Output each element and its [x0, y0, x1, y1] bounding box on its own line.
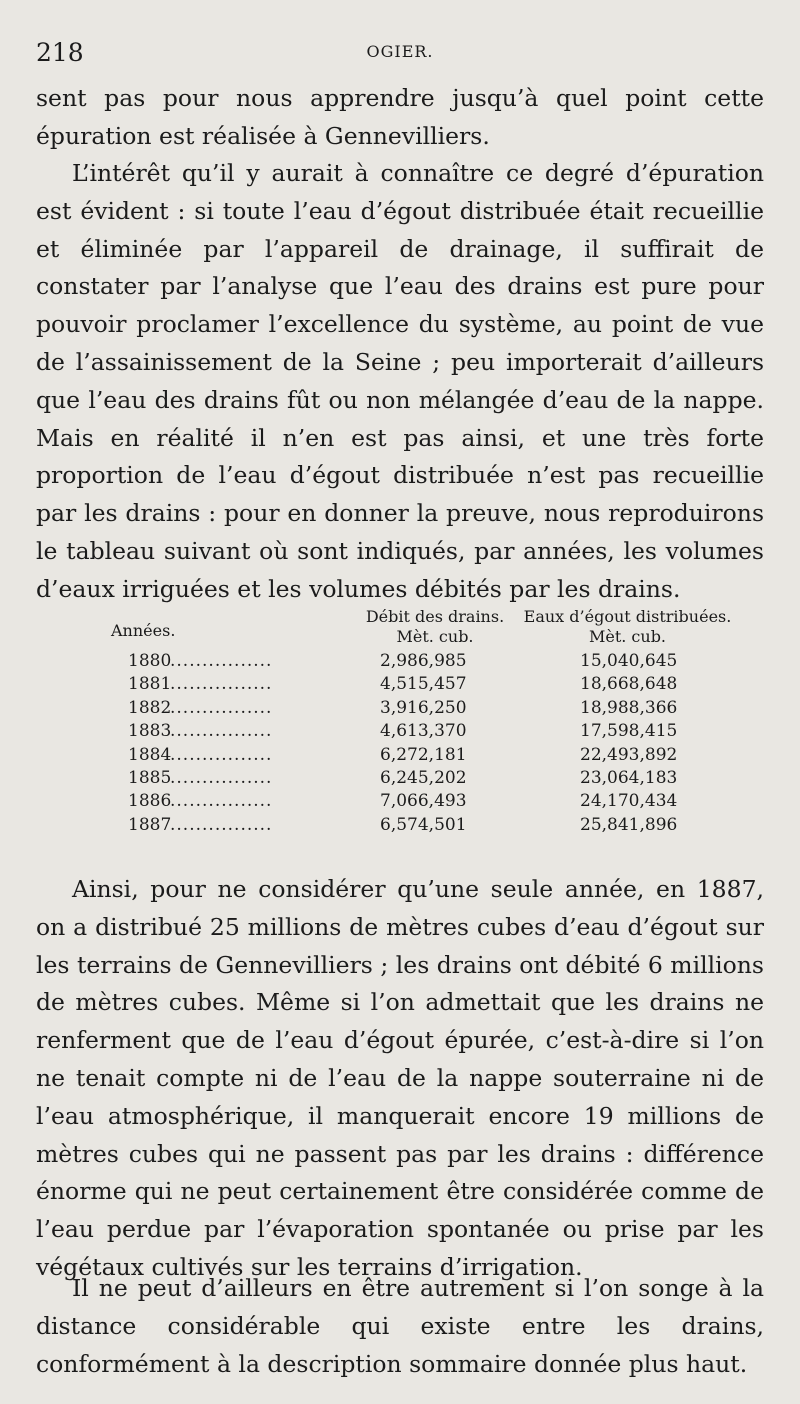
row-distributed: 25,841,896: [580, 814, 678, 835]
paragraph-3: Ainsi, pour ne considérer qu’une seule année, en 1887, on a distribué 25 millions de mètres cubes d’eau d’égout sur les terrains de Gennevilliers ; les drains ont débité 6 millions de mètres cubes. Même si l’on admettait que les drains ne renferment que de l’eau d’égout épurée, c’est-à-dire si l’on ne tenait compte ni de l’eau de la nappe souterraine ni de l’eau atmosphérique, il manquerait encore 19 millions de mètres cubes qui ne passent pas par les drains : différence énorme qui ne peut certainement être considérée comme de l’eau perdue par l’évaporation spontanée ou prise par les végétaux cultivés sur les terrains d’irrigation.: [36, 875, 764, 1281]
row-distributed: 24,170,434: [580, 791, 678, 812]
column-header-distributed-title: Eaux d’égout distribuées.: [523, 607, 732, 626]
row-year: 1882: [128, 697, 172, 718]
row-year: 1884: [128, 744, 172, 765]
table-row: [100, 745, 740, 768]
column-header-drains: [350, 607, 520, 647]
column-header-distributed: [515, 607, 740, 647]
paragraph-4: Il ne peut d’ailleurs en être autrement si l’on songe à la distance considérable qui existe entre les drains, conformément à la description sommaire donnée plus haut.: [36, 1274, 764, 1378]
row-distributed: 18,668,648: [580, 674, 678, 695]
leader-dots: ................: [170, 674, 273, 695]
row-drains: 4,613,370: [380, 721, 467, 742]
row-year: 1883: [128, 721, 172, 742]
column-header-distributed-unit: Mèt. cub.: [588, 627, 667, 646]
table-row: [100, 698, 740, 721]
table-body: [100, 651, 740, 838]
column-header-drains-unit: Mèt. cub.: [396, 627, 474, 646]
column-header-drains-title: Débit des drains.: [365, 607, 505, 626]
leader-dots: ................: [170, 767, 273, 788]
leader-dots: ................: [170, 791, 273, 812]
running-head: OGIER.: [366, 42, 434, 61]
table-row: [100, 651, 740, 674]
leader-dots: ................: [170, 744, 273, 765]
row-drains: 6,574,501: [380, 814, 467, 835]
row-drains: 4,515,457: [380, 674, 467, 695]
row-distributed: 17,598,415: [580, 721, 678, 742]
row-drains: 6,272,181: [380, 744, 467, 765]
row-drains: 3,916,250: [380, 697, 467, 718]
data-table: [100, 607, 740, 843]
table-row: [100, 674, 740, 697]
table-row: [100, 791, 740, 814]
paragraph-1: sent pas pour nous apprendre jusqu’à quel point cette épuration est réalisée à Gennevilliers.: [36, 84, 764, 150]
row-distributed: 15,040,645: [580, 651, 678, 671]
row-drains: 6,245,202: [380, 767, 467, 788]
leader-dots: ................: [170, 651, 273, 671]
row-year: 1881: [128, 674, 172, 695]
leader-dots: ................: [170, 721, 273, 742]
page-header: [36, 36, 764, 76]
page-number: 218: [36, 38, 84, 67]
row-distributed: 23,064,183: [580, 767, 678, 788]
leader-dots: ................: [170, 697, 273, 718]
row-year: 1885: [128, 767, 172, 788]
table-row: [100, 721, 740, 744]
row-drains: 7,066,493: [380, 791, 467, 812]
row-year: 1880: [128, 651, 172, 671]
leader-dots: ................: [170, 814, 273, 835]
row-distributed: 22,493,892: [580, 744, 678, 765]
table-row: [100, 815, 740, 838]
row-year: 1886: [128, 791, 172, 812]
column-header-years: Années.: [111, 621, 176, 640]
paragraph-2: L’intérêt qu’il y aurait à connaître ce degré d’épuration est évident : si toute l’eau d’égout distribuée était recueillie et éliminée par l’appareil de drainage, il suffirait de constater par l’analyse que l’eau des drains est pure pour pouvoir proclamer l’excellence du système, au point de vue de l’assainissement de la Seine ; peu importerait d’ailleurs que l’eau des drains fût ou non mélangée d’eau de la nappe. Mais en réalité il n’en est pas ainsi, et une très forte proportion de l’eau d’égout distribuée n’est pas recueillie par les drains : pour en donner la preuve, nous reproduirons le tableau suivant où sont indiqués, par années, les volumes d’eaux irriguées et les volumes débités par les drains.: [36, 159, 764, 603]
row-distributed: 18,988,366: [580, 697, 678, 718]
row-year: 1887: [128, 814, 172, 835]
row-drains: 2,986,985: [380, 651, 467, 671]
table-row: [100, 768, 740, 791]
